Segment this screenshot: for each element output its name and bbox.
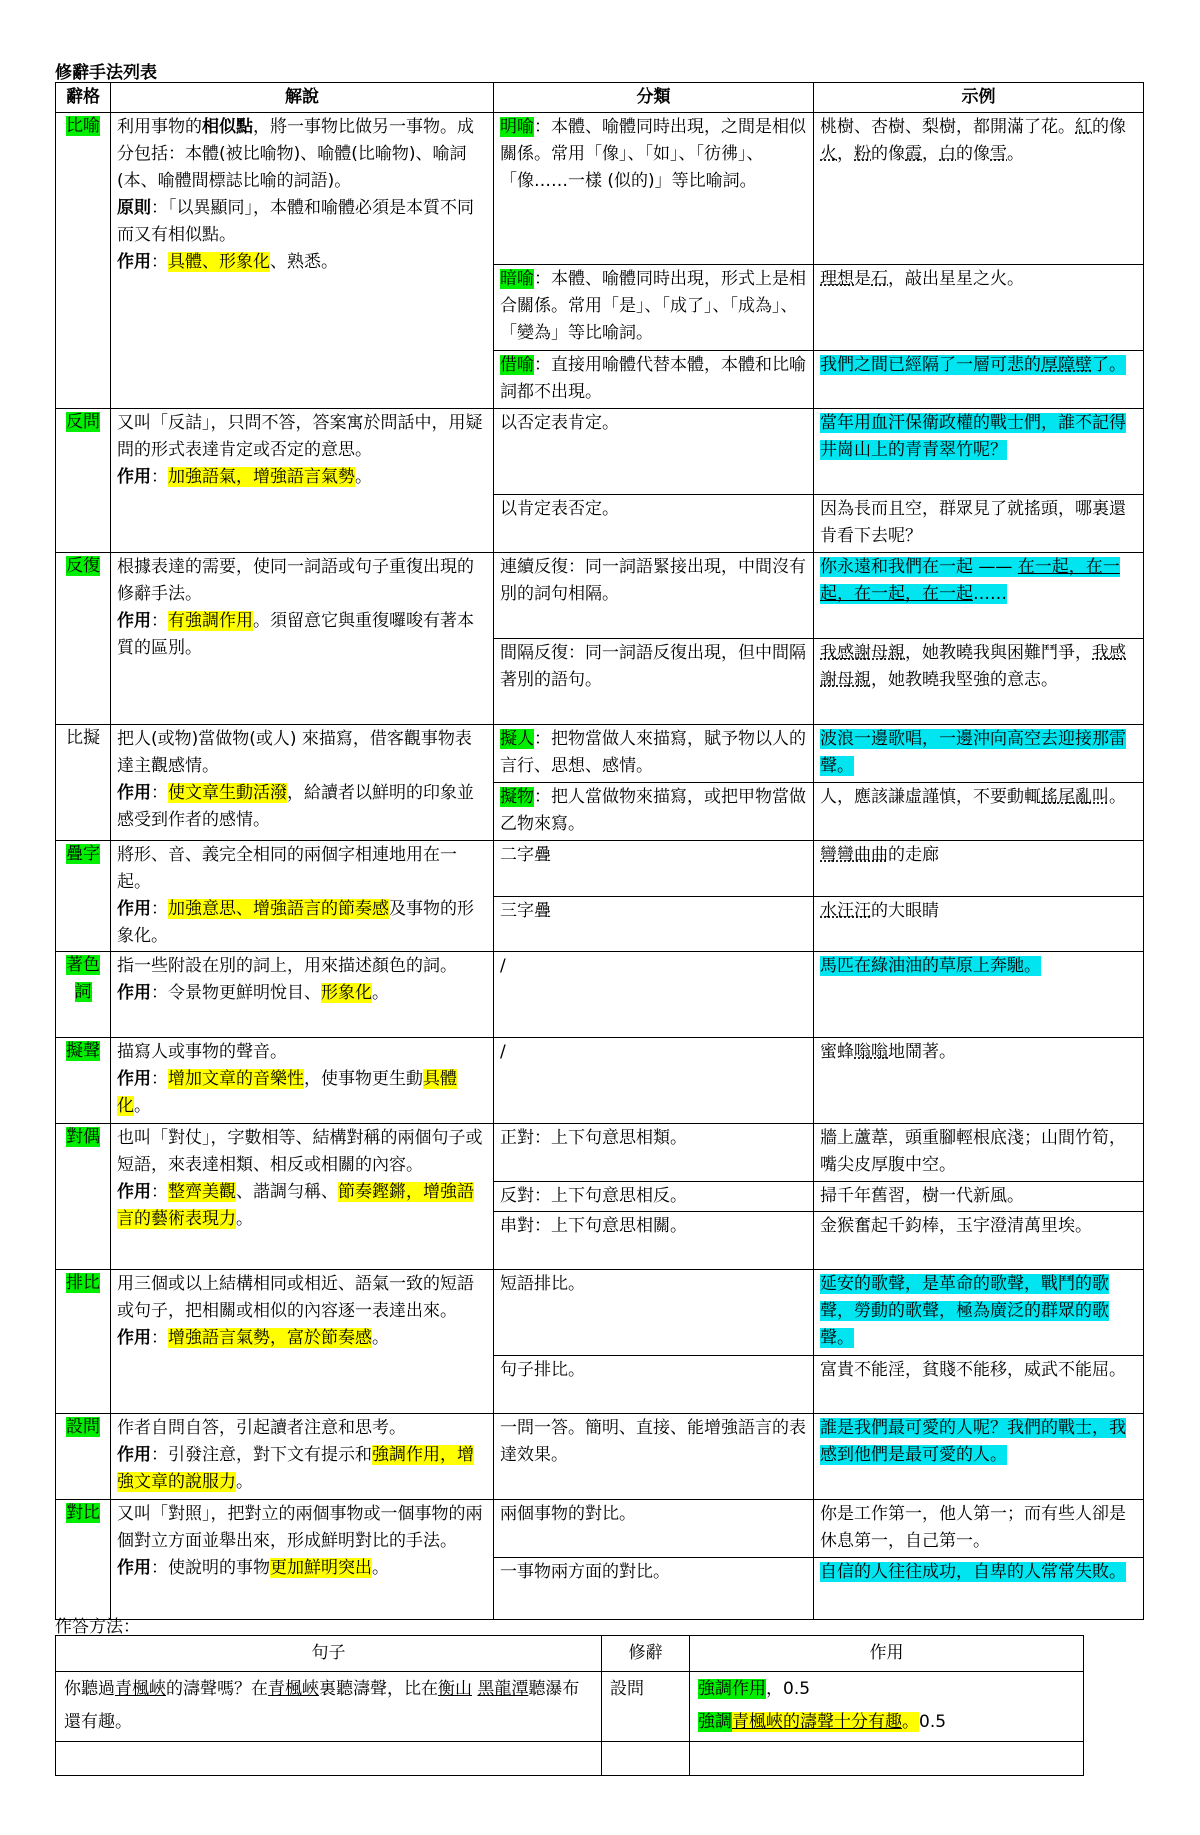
classify-cell: 借喻：直接用喻體代替本體，本體和比喻詞都不出現。 [494, 351, 814, 409]
example-cell: 人，應該謙虛謹慎，不要動輒搖尾亂叫。 [814, 783, 1144, 841]
type-cell: 排比 [56, 1270, 111, 1414]
classify-cell: 反對：上下句意思相反。 [494, 1182, 814, 1212]
explain-cell: 作者自問自答，引起讀者注意和思考。 作用：引發注意，對下文有提示和強調作用，增強文章的說服力。 [111, 1414, 494, 1500]
classify-cell: 連續反復：同一詞語緊接出現，中間沒有別的詞句相隔。 [494, 553, 814, 639]
type-cell: 比擬 [56, 725, 111, 841]
table-row [56, 1124, 1144, 1182]
example-cell: 水汪汪的大眼睛 [814, 896, 1144, 952]
answer-row [56, 1672, 1084, 1742]
classify-cell: 一問一答。簡明、直接、能增強語言的表達效果。 [494, 1414, 814, 1500]
header-row [56, 83, 1144, 113]
answer-header-sentence: 句子 [56, 1636, 602, 1672]
classify-cell: 二字疊 [494, 841, 814, 897]
answer-empty-row [56, 1742, 1084, 1776]
classify-cell: 三字疊 [494, 896, 814, 952]
classify-cell: 明喻：本體、喻體同時出現，之間是相似關係。常用「像」、「如」、「彷彿」、「像……一樣 (似的)」等比喻詞。 [494, 113, 814, 265]
type-cell: 擬聲 [56, 1038, 111, 1124]
answer-table [55, 1635, 1084, 1776]
table-row [56, 553, 1144, 639]
explain-cell: 把人(或物)當做物(或人) 來描寫，借客觀事物表達主觀感情。 作用：使文章生動活潑，給讀者以鮮明的印象並感受到作者的感情。 [111, 725, 494, 841]
example-cell: 桃樹、杏樹、梨樹，都開滿了花。紅的像火，粉的像霞，白的像雪。 [814, 113, 1144, 265]
example-cell: 延安的歌聲，是革命的歌聲，戰鬥的歌聲，勞動的歌聲，極為廣泛的群眾的歌聲。 [814, 1270, 1144, 1356]
example-cell: 彎彎曲曲的走廊 [814, 841, 1144, 897]
page-title: 修辭手法列表 [55, 63, 157, 83]
header-classify: 分類 [494, 83, 814, 113]
classify-cell: / [494, 952, 814, 1038]
explain-cell: 利用事物的相似點，將一事物比做另一事物。成分包括：本體(被比喻物)、喻體(比喻物)、喻詞 (本、喻體間標誌比喻的詞語)。 原則：「以異顯同」，本體和喻體必須是本質不同而又有相似點。 作用：具體、形象化、熟悉。 [111, 113, 494, 409]
type-cell: 反問 [56, 409, 111, 553]
table-row [56, 1270, 1144, 1356]
table-row [56, 409, 1144, 495]
example-cell: 你是工作第一，他人第一；而有些人卻是休息第一，自己第一。 [814, 1500, 1144, 1558]
table-row [56, 1038, 1144, 1124]
answer-empty-cell[interactable] [602, 1742, 690, 1776]
classify-cell: 一事物兩方面的對比。 [494, 1558, 814, 1620]
answer-header-rhetoric: 修辭 [602, 1636, 690, 1672]
answer-header-row [56, 1636, 1084, 1672]
header-explain: 解說 [111, 83, 494, 113]
type-cell: 對比 [56, 1500, 111, 1620]
type-cell: 對偶 [56, 1124, 111, 1270]
answer-empty-cell[interactable] [56, 1742, 602, 1776]
classify-cell: 串對：上下句意思相關。 [494, 1212, 814, 1270]
explain-cell: 又叫「反詰」，只問不答，答案寓於問話中，用疑問的形式表達肯定或否定的意思。 作用：加強語氣，增強語言氣勢。 [111, 409, 494, 553]
example-cell: 自信的人往往成功，自卑的人常常失敗。 [814, 1558, 1144, 1620]
table-row [56, 113, 1144, 265]
table-row [56, 1414, 1144, 1500]
explain-cell: 根據表達的需要，使同一詞語或句子重復出現的修辭手法。 作用：有強調作用。須留意它與重復囉唆有著本質的區別。 [111, 553, 494, 725]
classify-cell: 句子排比。 [494, 1356, 814, 1414]
table-row [56, 1500, 1144, 1558]
classify-cell: / [494, 1038, 814, 1124]
explain-cell: 又叫「對照」，把對立的兩個事物或一個事物的兩個對立方面並舉出來，形成鮮明對比的手法。 作用：使說明的事物更加鮮明突出。 [111, 1500, 494, 1620]
example-cell: 馬匹在綠油油的草原上奔馳。 [814, 952, 1144, 1038]
table-row [56, 841, 1144, 897]
type-cell: 疊字 [56, 841, 111, 952]
type-cell: 設問 [56, 1414, 111, 1500]
explain-cell: 用三個或以上結構相同或相近、語氣一致的短語或句子，把相關或相似的內容逐一表達出來。 作用：增強語言氣勢，富於節奏感。 [111, 1270, 494, 1414]
classify-cell: 間隔反復：同一詞語反復出現，但中間隔著別的語句。 [494, 639, 814, 725]
example-cell: 波浪一邊歌唱，一邊沖向高空去迎接那雷聲。 [814, 725, 1144, 783]
classify-cell: 擬人：把物當做人來描寫，賦予物以人的言行、思想、感情。 [494, 725, 814, 783]
example-cell: 理想是石，敲出星星之火。 [814, 265, 1144, 351]
example-cell: 我們之間已經隔了一層可悲的厚障壁了。 [814, 351, 1144, 409]
classify-cell: 暗喻：本體、喻體同時出現，形式上是相合關係。常用「是」、「成了」、「成為」、「變為」等比喻詞。 [494, 265, 814, 351]
rhetoric-table [55, 82, 1144, 1620]
classify-cell: 以否定表肯定。 [494, 409, 814, 495]
example-cell: 牆上蘆葦，頭重腳輕根底淺；山間竹筍，嘴尖皮厚腹中空。 [814, 1124, 1144, 1182]
explain-cell: 描寫人或事物的聲音。 作用：增加文章的音樂性，使事物更生動具體化。 [111, 1038, 494, 1124]
type-cell: 著色詞 [56, 952, 111, 1038]
explain-cell: 指一些附設在別的詞上，用來描述顏色的詞。 作用：令景物更鮮明悅目、形象化。 [111, 952, 494, 1038]
type-cell: 反復 [56, 553, 111, 725]
answer-header-effect: 作用 [690, 1636, 1084, 1672]
header-type: 辭格 [56, 83, 111, 113]
classify-cell: 以肯定表否定。 [494, 495, 814, 553]
classify-cell: 兩個事物的對比。 [494, 1500, 814, 1558]
table-row [56, 725, 1144, 783]
example-cell: 富貴不能淫，貧賤不能移，威武不能屈。 [814, 1356, 1144, 1414]
answer-sentence: 你聽過青楓峽的濤聲嗎？在青楓峽裏聽濤聲，比在衡山 黑龍潭聽瀑布還有趣。 [56, 1672, 602, 1742]
answer-effect: 強調作用，0.5 強調青楓峽的濤聲十分有趣。0.5 [690, 1672, 1084, 1742]
explain-cell: 也叫「對仗」，字數相等、結構對稱的兩個句子或短語，來表達相類、相反或相關的內容。 作用：整齊美觀、諧調勻稱、節奏鏗鏘，增強語言的藝術表現力。 [111, 1124, 494, 1270]
answer-rhetoric: 設問 [602, 1672, 690, 1742]
classify-cell: 擬物：把人當做物來描寫，或把甲物當做乙物來寫。 [494, 783, 814, 841]
table-row [56, 952, 1144, 1038]
classify-cell: 正對：上下句意思相類。 [494, 1124, 814, 1182]
type-cell: 比喻 [56, 113, 111, 409]
example-cell: 誰是我們最可愛的人呢？我們的戰士，我感到他們是最可愛的人。 [814, 1414, 1144, 1500]
answer-empty-cell[interactable] [690, 1742, 1084, 1776]
example-cell: 蜜蜂嗡嗡地鬧著。 [814, 1038, 1144, 1124]
example-cell: 因為長而且空，群眾見了就搖頭，哪裏還肯看下去呢？ [814, 495, 1144, 553]
example-cell: 掃千年舊習，樹一代新風。 [814, 1182, 1144, 1212]
example-cell: 金猴奮起千鈞棒，玉宇澄清萬里埃。 [814, 1212, 1144, 1270]
example-cell: 你永遠和我們在一起 —— 在一起，在一起，在一起，在一起…… [814, 553, 1144, 639]
example-cell: 我感謝母親，她教曉我與困難鬥爭，我感謝母親，她教曉我堅強的意志。 [814, 639, 1144, 725]
classify-cell: 短語排比。 [494, 1270, 814, 1356]
explain-cell: 將形、音、義完全相同的兩個字相連地用在一起。 作用：加強意思、增強語言的節奏感及事物的形象化。 [111, 841, 494, 952]
header-example: 示例 [814, 83, 1144, 113]
answer-method-label: 作答方法： [55, 1617, 140, 1637]
example-cell: 當年用血汗保衛政權的戰士們，誰不記得井崗山上的青青翠竹呢？ [814, 409, 1144, 495]
